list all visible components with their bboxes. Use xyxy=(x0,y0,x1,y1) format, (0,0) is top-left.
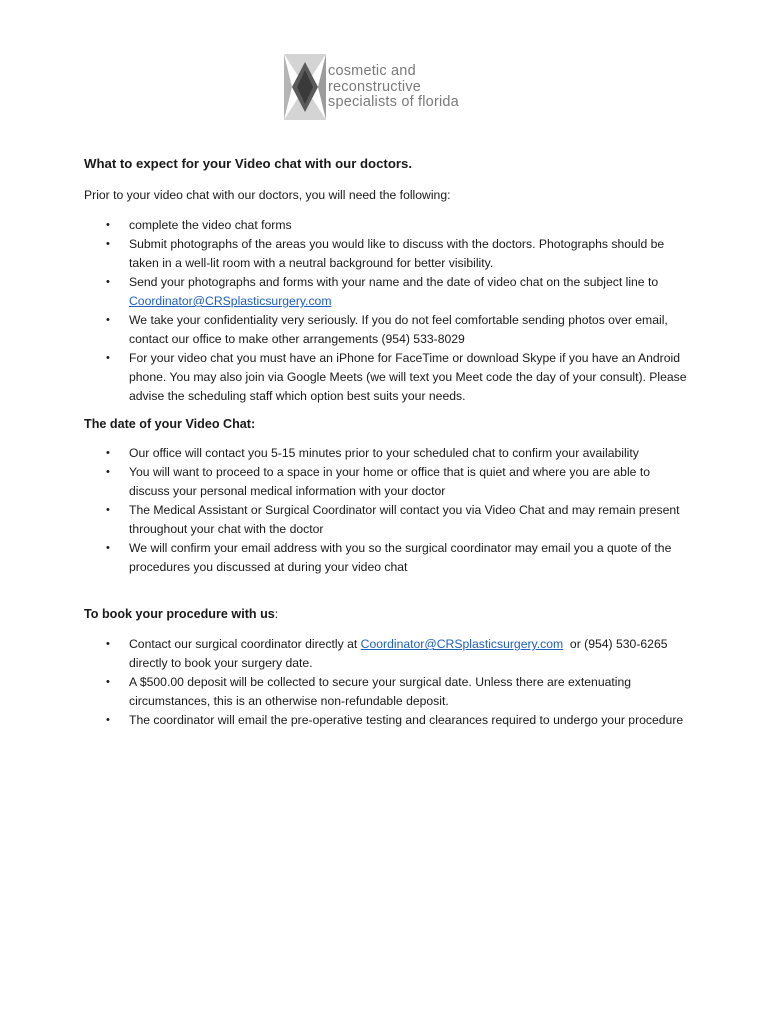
coordinator-email-link[interactable]: Coordinator@CRSplasticsurgery.com xyxy=(360,637,564,651)
list-item xyxy=(84,673,694,711)
bullet-icon: • xyxy=(106,314,110,326)
list-item xyxy=(84,311,694,349)
bullet-icon: • xyxy=(106,714,110,726)
section-heading-book-procedure xyxy=(84,605,694,624)
list-item xyxy=(84,711,694,730)
requirements-list xyxy=(84,216,694,406)
intro-paragraph: Prior to your video chat with our doctors, you will need the following: xyxy=(84,188,451,202)
video-chat-date-list xyxy=(84,444,694,577)
coordinator-email-link[interactable]: Coordinator@CRSplasticsurgery.com xyxy=(129,294,332,308)
logo-line-3: specialists of florida xyxy=(328,94,459,110)
list-item xyxy=(84,444,694,463)
list-item xyxy=(84,216,694,235)
list-item xyxy=(84,539,694,577)
logo-wordmark xyxy=(328,64,459,111)
list-item-text: Submit photographs of the areas you would like to discuss with the doctors. Photographs should be taken in a well-lit room with a neutral background for better visibility. xyxy=(129,237,665,270)
company-logo xyxy=(282,52,482,124)
bullet-icon: • xyxy=(106,542,110,554)
list-item-text: We will confirm your email address with you so the surgical coordinator may email you a quote of the procedures you discussed at during your video chat xyxy=(129,541,672,574)
bullet-icon: • xyxy=(106,276,110,288)
list-item xyxy=(84,501,694,539)
list-item xyxy=(84,235,694,273)
list-item-text: complete the video chat forms xyxy=(129,218,292,232)
list-item xyxy=(84,349,694,406)
list-item-text: The coordinator will email the pre-operative testing and clearances required to undergo your procedure xyxy=(129,713,684,727)
bullet-icon: • xyxy=(106,676,110,688)
hourglass-logo-icon xyxy=(282,52,328,122)
logo-line-1: cosmetic and xyxy=(328,63,416,79)
bullet-icon: • xyxy=(106,238,110,250)
bullet-icon: • xyxy=(106,219,110,231)
list-item xyxy=(84,273,694,311)
bullet-icon: • xyxy=(106,504,110,516)
list-item xyxy=(84,635,694,673)
list-item xyxy=(84,463,694,501)
bullet-icon: • xyxy=(106,352,110,364)
page-title: What to expect for your Video chat with our doctors. xyxy=(84,156,413,171)
list-item-text: Contact our surgical coordinator directly at xyxy=(129,637,361,651)
section-heading-text: To book your procedure with us xyxy=(84,607,275,621)
document-body xyxy=(84,154,694,730)
section-heading-colon: : xyxy=(274,607,279,621)
bullet-icon: • xyxy=(106,466,110,478)
list-item-text: For your video chat you must have an iPhone for FaceTime or download Skype if you have an Android phone. You may also join via Google Meets (we will text you Meet code the day of your consult). Please advise the scheduling staff which option best suits your needs. xyxy=(129,351,687,403)
list-item-text: The Medical Assistant or Surgical Coordinator will contact you via Video Chat and may remain present throughout your chat with the doctor xyxy=(129,503,680,536)
bullet-icon: • xyxy=(106,638,110,650)
list-item-text: A $500.00 deposit will be collected to secure your surgical date. Unless there are extenuating circumstances, this is an otherwise non-refundable deposit. xyxy=(129,675,632,708)
booking-list xyxy=(84,635,694,730)
section-heading-video-chat-date: The date of your Video Chat: xyxy=(84,417,256,431)
list-item-text: We take your confidentiality very seriously. If you do not feel comfortable sending photos over email, contact our office to make other arrangements (954) 533-8029 xyxy=(129,313,668,346)
list-item-text: You will want to proceed to a space in your home or office that is quiet and where you are able to discuss your personal medical information with your doctor xyxy=(129,465,650,498)
bullet-icon: • xyxy=(106,447,110,459)
list-item-text: Our office will contact you 5-15 minutes prior to your scheduled chat to confirm your availability xyxy=(129,446,639,460)
list-item-text: Send your photographs and forms with your name and the date of video chat on the subject line to xyxy=(129,275,659,289)
list-item-text: or (954) 530-6265 directly to book your surgery date. xyxy=(129,637,671,670)
logo-line-2: reconstructive xyxy=(328,78,422,95)
